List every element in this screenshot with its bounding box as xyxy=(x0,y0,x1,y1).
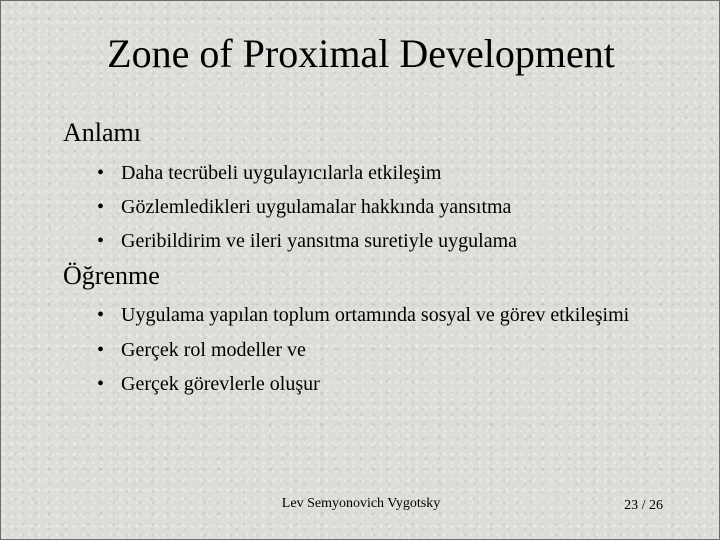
section-heading-anlami: Anlamı xyxy=(63,118,141,147)
list-item xyxy=(1,337,720,363)
bullet-text: Geribildirim ve ileri yansıtma suretiyle uygulama xyxy=(121,230,518,252)
bullet-icon: • xyxy=(97,230,105,252)
list-item xyxy=(1,194,720,220)
bullet-icon: • xyxy=(97,196,105,218)
list-item xyxy=(1,160,720,186)
list-item xyxy=(1,371,720,397)
bullet-list-ogrenme xyxy=(1,302,720,405)
bullet-icon: • xyxy=(97,304,105,326)
page-number: 23 / 26 xyxy=(624,498,663,513)
list-item xyxy=(1,302,720,328)
bullet-text: Uygulama yapılan toplum ortamında sosyal ve görev etkileşimi xyxy=(121,304,630,326)
bullet-text: Gözlemledikleri uygulamalar hakkında yansıtma xyxy=(121,196,512,218)
footer-author: Lev Semyonovich Vygotsky xyxy=(281,496,441,511)
bullet-text: Daha tecrübeli uygulayıcılarla etkileşim xyxy=(121,162,442,184)
bullet-list-anlami xyxy=(1,160,720,262)
list-item xyxy=(1,228,720,254)
bullet-text: Gerçek görevlerle oluşur xyxy=(121,373,320,395)
bullet-icon: • xyxy=(97,162,105,184)
bullet-icon: • xyxy=(97,373,105,395)
bullet-icon: • xyxy=(97,339,105,361)
section-heading-ogrenme: Öğrenme xyxy=(63,261,160,290)
bullet-text: Gerçek rol modeller ve xyxy=(121,339,306,361)
slide-title: Zone of Proximal Development xyxy=(107,31,615,76)
